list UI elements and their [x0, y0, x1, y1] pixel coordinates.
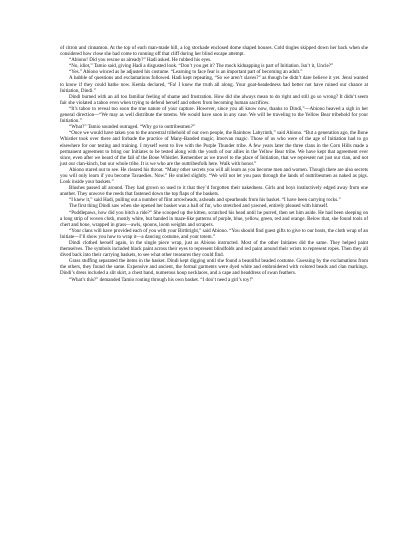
paragraph: Grass stuffing separated the items in the basket. Dindi kept digging until she found a beautiful beaded costume. Guessing by the exclamations from the others, they found the same. Expensive and ancient, the formal garments were dyed white and embroidered with colored beads and clan markings. Dindi’s dress included a slit skirt, a chest band, numerous hoop necklaces, and a cape and headdress of swan feathers. [60, 259, 368, 277]
paragraph: “I knew it,” said Hadi, pulling out a number of flint arrowheads, axheads and spearheads from his basket. “I have been carrying rocks.” [69, 198, 341, 204]
paragraph: “What’s this?” demanded Tamio routing through his own basket. “I don’t need a girl’s toy!” [69, 277, 254, 283]
paragraph: “Yes.” Abiono winced as he adjusted his costume. “Learning to face fear is an important part of becoming an adult.” [69, 70, 303, 76]
paragraph: The first thing Dindi saw when she opened her basket was a ball of fur, who stretched and yawned, entirely pleased with himself. [69, 204, 329, 210]
paragraph: “It’s taboo to reveal too soon the true nature of your capture. However, since you all know now, thanks to Dindi,”—Abiono heaved a sigh in her general direction—“We may as well distribute the totems. We would have soon in any case. We will be traveling to the Yellow Bear tribehold for your Initiation.” [60, 106, 368, 125]
paragraph: A babble of questions and exclamations followed. Hadi kept repeating, “So we aren’t slaves?” as though he didn’t dare believe it yet. Jensi wanted to know if they could bathe now. Kemla declared, “Fa! I knew the truth all along. Your goat-headedness had better not have ruined our chance at Initiation, Dindi.” [60, 76, 368, 94]
paragraph: Blushes passed all around. They had grown so used to it that they’d forgotten their nakedness. Girls and boys instinctively edged away from one another. They unwove the reeds that fastened down the top flaps of the baskets. [60, 186, 368, 198]
paragraph: “No, idiot,” Tamio said, giving Hadi a disgusted look. “Don’t you get it? The mock kidnapping is part of Initiation. Isn’t it, Uncle?” [69, 64, 334, 70]
paragraph: “Once we would have taken you to the ancestral tribehold of our own people, the Rainbow Labyrinth,” said Abiono. “But a generation ago, the Bone Whistler took over there and forbade the practice of Many-Banded magic, Imorvan magic. Those of us who were of the age of Initiation had to go elsewhere for our testing and training. I myself went to live with the Purple Thunder tribe. A few years later the three clans in the Corn Hills made a permanent agreement to bring our Initiates to be tested along with the youth of our allies in the Yellow Bear tribe. We have kept that agreement ever since, even after we heard of the fall of the Bone Whistler. Remember as we travel to the place of Initiation, that we represent not just our clan, and not just our clan-kinch, but our whole tribe. It is we who are the outtribesfolk here. Walk with honor.” [60, 131, 368, 167]
paragraph: “Puddlepaws, how did you hitch a ride?” She scooped up the kitten, scratched his head until he purred, then set him aside. He had been sleeping on a long strip of woven cloth, mostly white, but banded in maze-like patterns of purple, blue, yellow, green, red and orange. Below that, she found tools of chert and bone, wrapped in grass—awls, spoons, loom weights and scrapers. [60, 210, 368, 228]
document-page [60, 46, 368, 284]
paragraph: of citron and cinnamon. At the top of each man-made hill, a log stockade enclosed dome shaped houses. Cold tingles skipped down her back when she considered how close she had come to running off that cliff during her blind escape attempt. [60, 46, 368, 58]
paragraph: Dindi clothed herself again, in the single piece wrap, just as Abiono instructed. Most of the other Initiates did the same. They helped paint themselves. The symbols included black paint across their eyes to represent blindfolds and red paint around their wrists to represent ropes. Then they all dived back into their carrying baskets, to see what other treasures they could find. [60, 241, 368, 259]
paragraph: Dindi burned with an all too familiar feeling of shame and frustration. How did she always mean to do right and still go so wrong? It didn’t seem fair she violated a taboo even when trying to defend herself and others from becoming human sacrifices. [60, 94, 368, 106]
paragraph: Abiono stared out to see. He cleared his throat. “Many other secrets you will all learn as you become men and women. Though there are also secrets you will only learn if you become Tavaedies. Now.” He smiled slightly. “We will not let you pass through the lands of outtribesmen as naked as pigs. Look inside your baskets.” [60, 167, 368, 186]
paragraph: “What?” Tamio sounded outraged. “Why go to outtribesmen?” [69, 125, 196, 131]
paragraph: “Your clans will have provided each of you with your Birthright,” said Abiono. “You should find guest gifts to give to our hosts, the cloth wrap of an Initiate—I’ll show you how to wrap it—a dancing costume, and your totem.” [60, 228, 368, 240]
paragraph: “Abiono! Did you rescue us already?” Hadi asked. He rubbed his eyes. [69, 58, 212, 64]
